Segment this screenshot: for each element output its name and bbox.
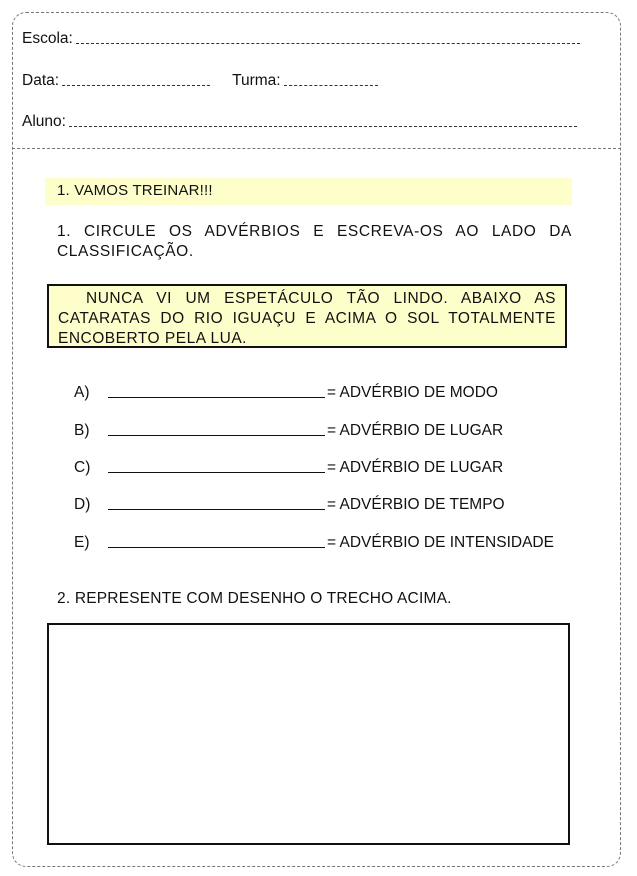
data-field[interactable] — [62, 84, 210, 86]
answer-classification: = ADVÉRBIO DE INTENSIDADE — [327, 534, 554, 551]
answer-letter: D) — [74, 496, 91, 513]
question-2-text: 2. REPRESENTE COM DESENHO O TRECHO ACIMA. — [57, 590, 452, 607]
answer-letter: E) — [74, 534, 90, 551]
escola-row — [22, 30, 580, 48]
answer-classification: = ADVÉRBIO DE LUGAR — [327, 422, 504, 439]
answer-blank[interactable] — [108, 472, 325, 473]
answer-blank[interactable] — [108, 509, 325, 510]
escola-label: Escola: — [22, 30, 73, 47]
answer-blank[interactable] — [108, 547, 325, 548]
answer-blank[interactable] — [108, 435, 325, 436]
answer-classification: = ADVÉRBIO DE MODO — [327, 384, 498, 401]
section-title: 1. VAMOS TREINAR!!! — [57, 182, 213, 199]
turma-label: Turma: — [232, 72, 281, 89]
passage-box — [47, 284, 567, 348]
answer-row — [74, 422, 503, 440]
answer-row — [74, 384, 498, 402]
answer-row — [74, 459, 503, 477]
escola-field[interactable] — [76, 42, 580, 44]
aluno-field[interactable] — [69, 125, 577, 127]
answer-classification: = ADVÉRBIO DE LUGAR — [327, 459, 504, 476]
turma-field[interactable] — [284, 84, 378, 86]
answer-letter: B) — [74, 422, 90, 439]
answer-row — [74, 496, 505, 514]
header-divider — [12, 148, 621, 149]
data-label: Data: — [22, 72, 60, 89]
passage-text: NUNCA VI UM ESPETÁCULO TÃO LINDO. ABAIXO AS CATARATAS DO RIO IGUAÇU E ACIMA O SOL TOTALMENTE ENCOBERTO PELA LUA. — [58, 290, 556, 347]
question-1-text: 1. CIRCULE OS ADVÉRBIOS E ESCREVA-OS AO LADO DA CLASSIFICAÇÃO. — [57, 223, 572, 260]
aluno-label: Aluno: — [22, 113, 66, 130]
answer-letter: C) — [74, 459, 91, 476]
data-row — [22, 72, 378, 90]
drawing-area[interactable] — [47, 623, 570, 845]
aluno-row — [22, 113, 577, 131]
answer-classification: = ADVÉRBIO DE TEMPO — [327, 496, 505, 513]
answer-letter: A) — [74, 384, 90, 401]
answer-blank[interactable] — [108, 397, 325, 398]
answer-row — [74, 534, 554, 552]
